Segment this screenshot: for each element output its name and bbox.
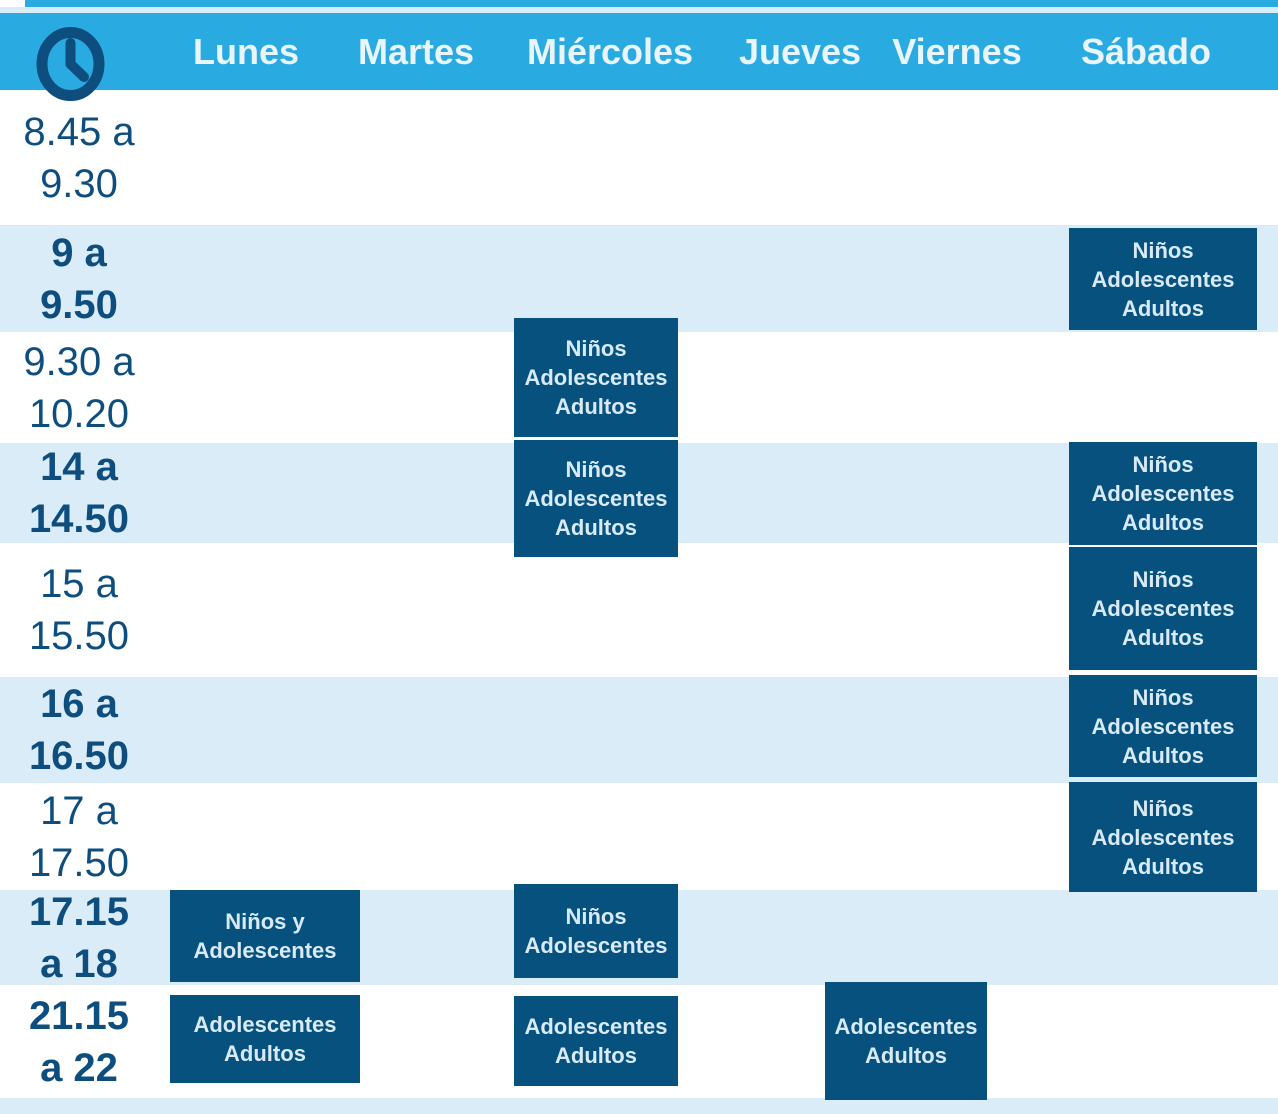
day-header-sabado: Sábado: [1080, 30, 1212, 72]
cell-sabado-9: Niños Adolescentes Adultos: [1069, 228, 1257, 330]
time-slot-845-930: 8.45 a 9.30: [23, 109, 135, 206]
time-slot-2115-22: 21.15 a 22: [28, 993, 130, 1090]
cell-sabado-15: Niños Adolescentes Adultos: [1069, 547, 1257, 670]
cell-miercoles-930: Niños Adolescentes Adultos: [514, 318, 678, 437]
day-header-lunes: Lunes: [192, 30, 300, 72]
cell-miercoles-14: Niños Adolescentes Adultos: [514, 440, 678, 557]
cell-sabado-17: Niños Adolescentes Adultos: [1069, 782, 1257, 892]
header-row: [0, 13, 1278, 90]
cell-sabado-14: Niños Adolescentes Adultos: [1069, 442, 1257, 545]
cell-lunes-1715: Niños y Adolescentes: [170, 890, 360, 982]
top-strip-blue: [25, 0, 1278, 7]
top-strip: [0, 0, 1278, 7]
time-slot-15-1550: 15 a 15.50: [28, 562, 130, 658]
day-header-viernes: Viernes: [892, 30, 1022, 72]
cell-viernes-2115: Adolescentes Adultos: [825, 982, 987, 1100]
time-slot-9-950: 9 a 9.50: [40, 230, 118, 327]
cell-sabado-16: Niños Adolescentes Adultos: [1069, 675, 1257, 777]
cell-miercoles-1715: Niños Adolescentes: [514, 884, 678, 978]
day-header-miercoles: Miércoles: [526, 30, 694, 72]
bottom-strip: [0, 1098, 1278, 1114]
time-slot-1715-18: 17.15 a 18: [28, 889, 130, 986]
time-slot-16-1650: 16 a 16.50: [28, 682, 130, 778]
time-slot-930-1020: 9.30 a 10.20: [23, 339, 135, 436]
cell-miercoles-2115: Adolescentes Adultos: [514, 996, 678, 1086]
clock-icon: [36, 26, 105, 102]
time-slot-14-1450: 14 a 14.50: [28, 445, 130, 541]
time-slot-17-1750: 17 a 17.50: [28, 788, 130, 885]
day-header-jueves: Jueves: [738, 30, 862, 72]
cell-lunes-2115: Adolescentes Adultos: [170, 995, 360, 1083]
day-header-martes: Martes: [357, 30, 475, 72]
